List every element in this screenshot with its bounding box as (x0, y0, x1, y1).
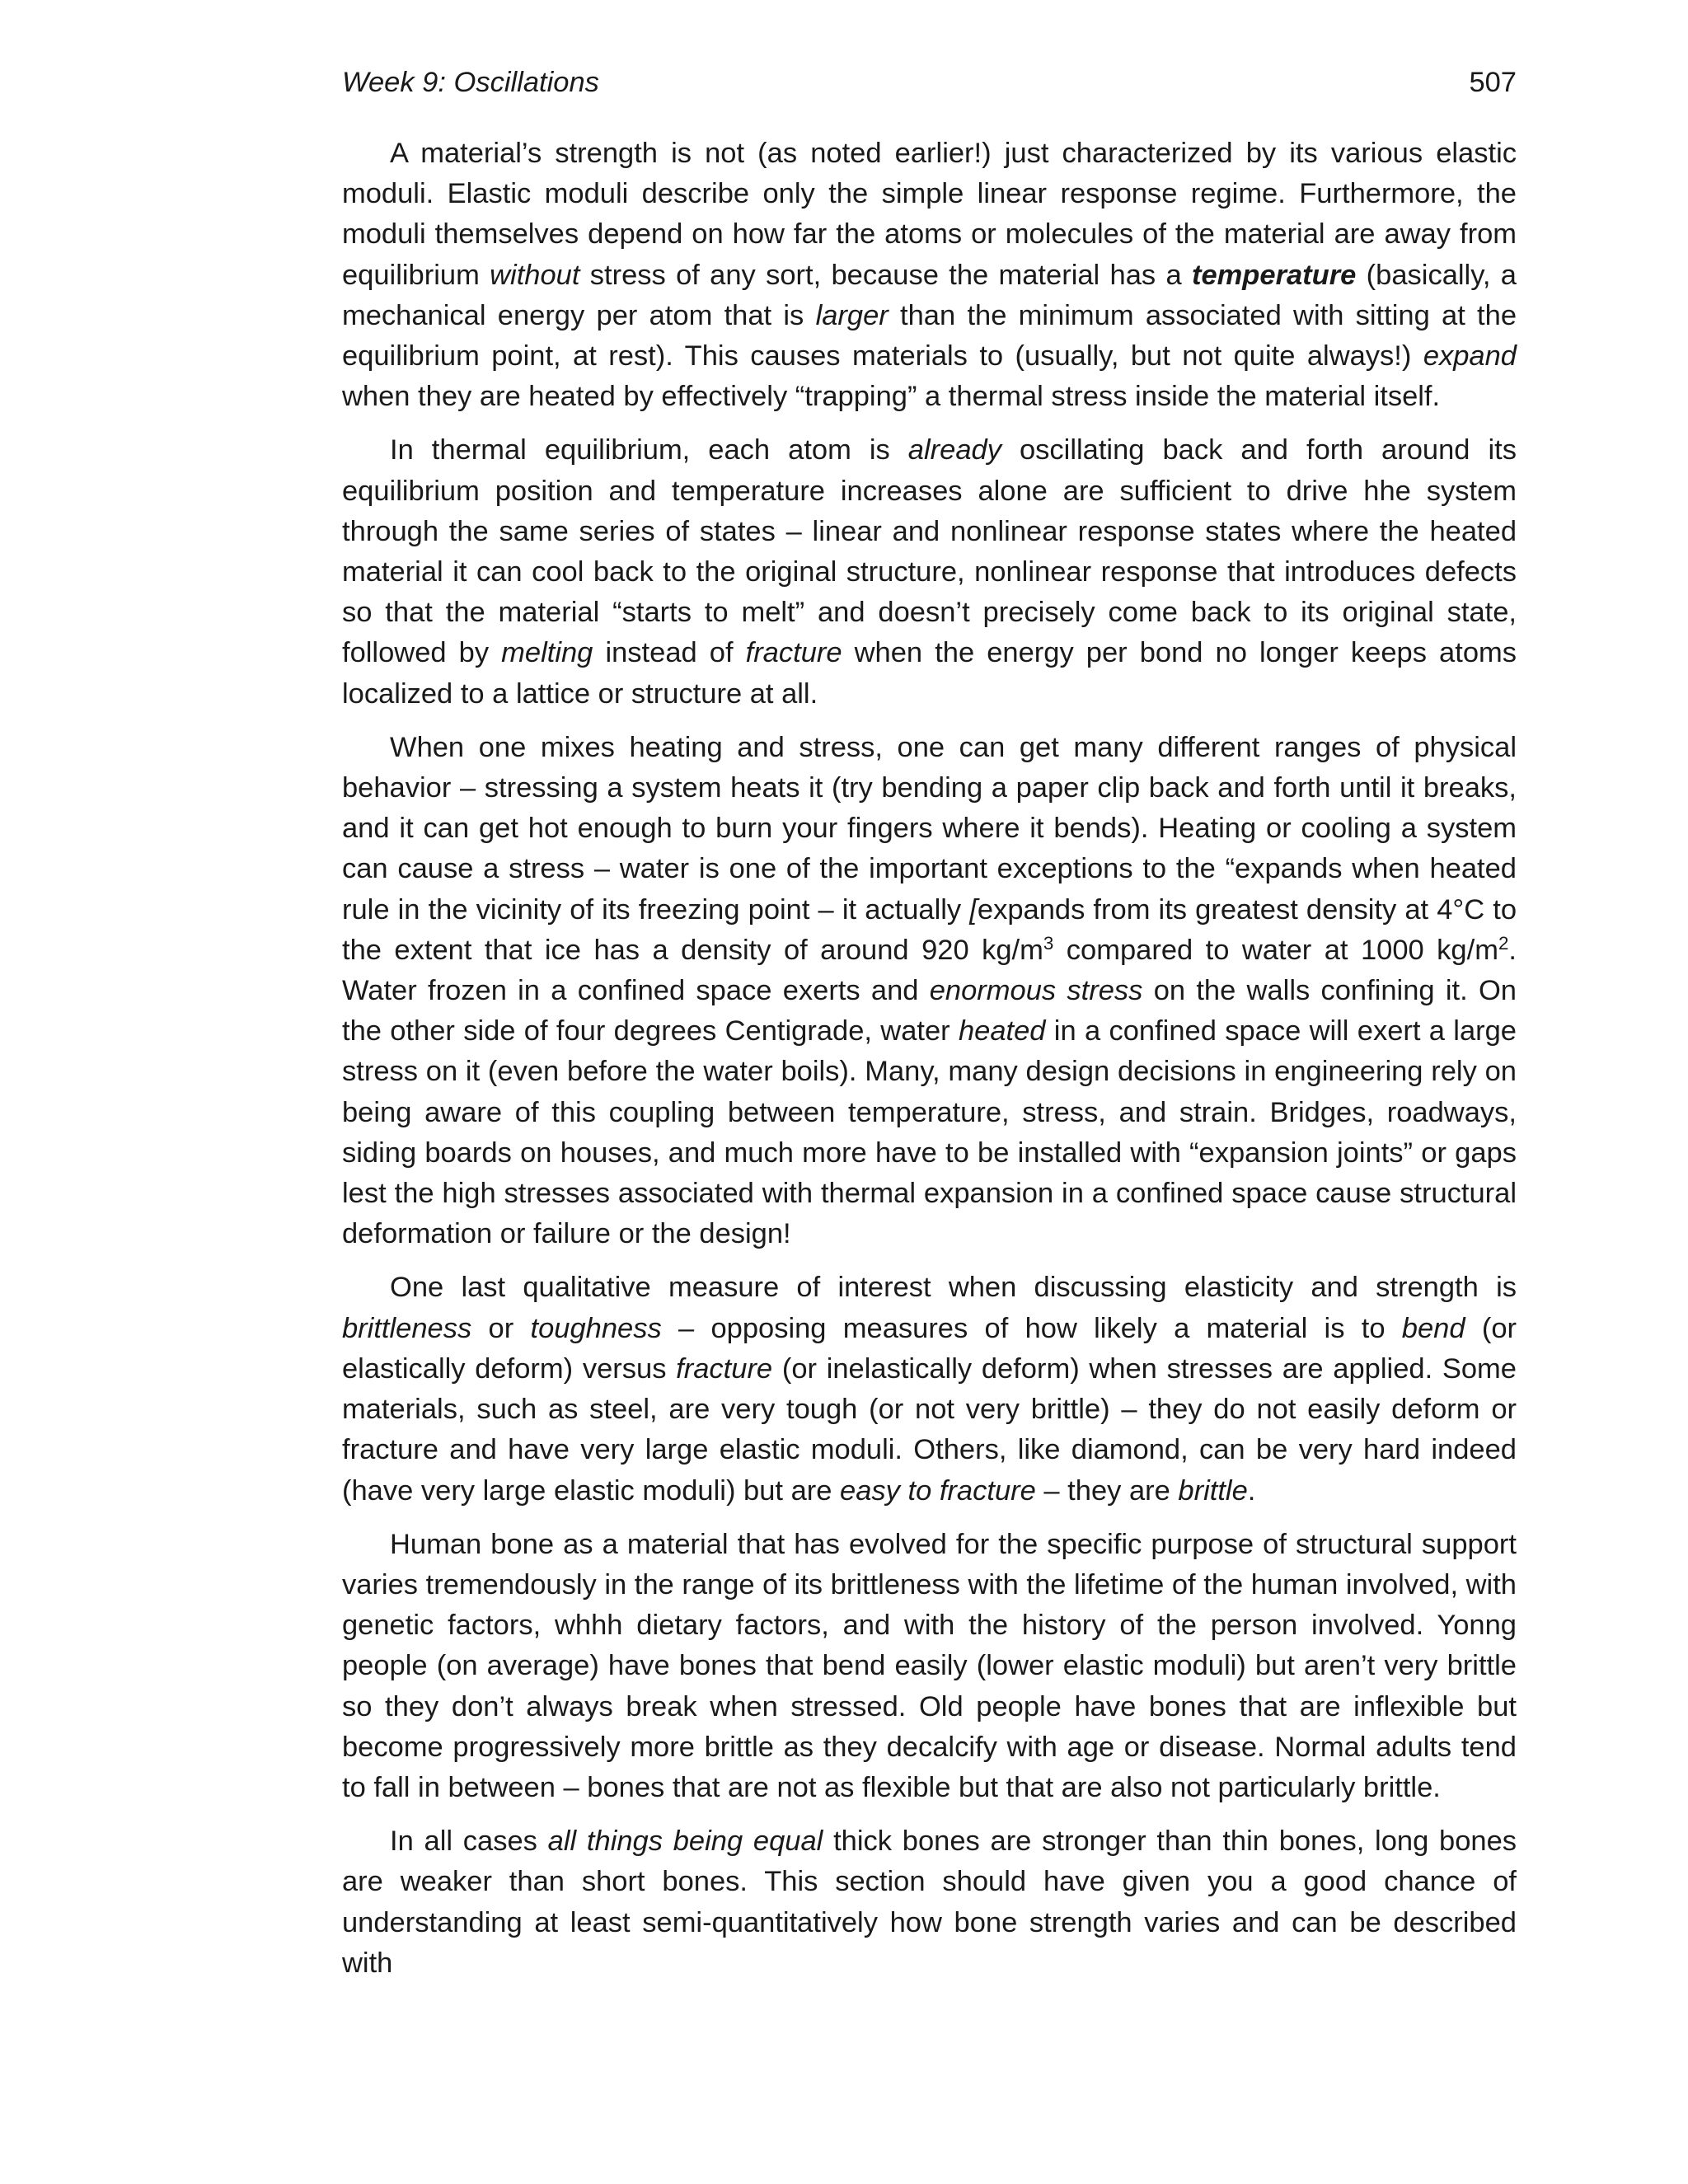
paragraph-brittleness (342, 1268, 1517, 1511)
text-run: or (471, 1312, 531, 1344)
emphasis: without (490, 259, 580, 291)
text-run: on the walls confining it. On the other side of four degrees Centigrade, water (342, 975, 1517, 1047)
text-run: One last qualitative measure of interest when discussing elasticity and strength is (390, 1272, 1517, 1304)
paragraph-thermal-expansion (342, 134, 1517, 417)
emphasis: expand (1423, 340, 1517, 373)
emphasis: fracture (676, 1352, 773, 1385)
text-run: – opposing measures of how likely a material is to (661, 1312, 1402, 1344)
emphasis: all things being equal (547, 1825, 823, 1858)
text-run: In thermal equilibrium, each atom is (390, 434, 908, 466)
strong-emphasis: temperature (1191, 259, 1357, 291)
paragraph-thermal-equilibrium (342, 430, 1517, 714)
superscript: 3 (1043, 932, 1054, 954)
text-run: (or elastically deform) versus (342, 1312, 1517, 1385)
emphasis: heated (958, 1015, 1046, 1047)
document-page (342, 64, 1517, 1984)
emphasis: bend (1401, 1312, 1465, 1344)
text-run: when the energy per bond no longer keeps atoms localized to a lattice or structure at all. (342, 637, 1517, 710)
paragraph-heating-and-stress (342, 728, 1517, 1255)
text-run: oscillating back and forth around its equilibrium position and temperature increases alone are sufficient to drive hhe system through the same series of states – linear and nonlinear response states where the heated material it can cool back to the original structure, nonlinear response that introduces defects so that the material “starts to melt” and doesn’t precisely come back to its original state, followed by (342, 434, 1517, 669)
text-run: (or inelastically deform) when stresses are applied. Some materials, such as steel, are very tough (or not very brittle) – they do not easily deform or fracture and have very large elastic moduli. Others, like diamond, can be very hard indeed (have very large elastic moduli) but are (342, 1352, 1517, 1507)
paragraph-human-bone (342, 1525, 1517, 1808)
body-text (342, 134, 1517, 1984)
text-run: expands from its greatest density at 4°C to the extent that ice has a density of around 920 kg/m (342, 893, 1517, 966)
text-run: in a confined space will exert a large stress on it (even before the water boils). Many, many design decisions in engineering rely on being aware of this coupling between temperature, stress, and strain. Bridges, roadways, siding boards on houses, and much more have to be installed with “expansion joints” or gaps lest the high stresses associated with thermal expansion in a confined space cause structural deformation or failure or the design! (342, 1015, 1517, 1250)
emphasis: enormous stress (929, 975, 1143, 1007)
emphasis: brittle (1178, 1474, 1248, 1507)
text-run: In all cases (390, 1825, 548, 1858)
text-run: when they are heated by effectively “trapping” a thermal stress inside the material itself. (342, 381, 1441, 413)
text-run: . (1247, 1474, 1256, 1507)
emphasis: toughness (530, 1312, 662, 1344)
text-run: stress of any sort, because the material has a (579, 259, 1192, 291)
text-run: than the minimum associated with sitting at the equilibrium point, at rest). This causes materials to (usually, but not quite always!) (342, 299, 1517, 373)
emphasis: fracture (745, 637, 842, 669)
chapter-title: Week 9: Oscillations (342, 67, 599, 98)
page-number: 507 (1469, 67, 1517, 98)
text-run: When one mixes heating and stress, one can get many different ranges of physical behavior – stressing a system heats it (try bending a paper clip back and forth until it breaks, and it can get hot enough to burn your fingers where it bends). Heating or cooling a system can cause a stress – water is one of the important exceptions to the “expands when heated rule in the vicinity of its freezing point – it actually (342, 731, 1517, 926)
emphasis: brittleness (342, 1312, 472, 1344)
text-run: – they are (1035, 1474, 1179, 1507)
text-run: instead of (593, 637, 746, 669)
text-run: thick bones are stronger than thin bones, long bones are weaker than short bones. This section should have given you a good chance of understanding at least semi-quantitatively how bone strength varies and can be described with (342, 1825, 1517, 1979)
text-run: compared to water at 1000 kg/m (1053, 934, 1498, 966)
emphasis: larger (815, 299, 889, 331)
text-run: (basically, a mechanical energy per atom that is (342, 259, 1517, 331)
emphasis: already (907, 434, 1001, 466)
text-run: A material’s strength is not (as noted earlier!) just characterized by its various elastic moduli. Elastic moduli describe only the simple linear response regime. Furthermore, the moduli themselves depend on how far the atoms or molecules of the material are away from equilibrium (342, 138, 1517, 291)
emphasis: easy to fracture (840, 1474, 1036, 1507)
running-header (342, 64, 1517, 101)
emphasis: [ (969, 893, 978, 926)
superscript: 2 (1498, 932, 1509, 954)
paragraph-bone-strength (342, 1821, 1517, 1984)
emphasis: melting (501, 637, 593, 669)
text-run: . Water frozen in a confined space exerts and (342, 934, 1517, 1007)
text-run: Human bone as a material that has evolved for the specific purpose of structural support varies tremendously in the range of its brittleness with the lifetime of the human involved, with genetic factors, whhh dietary factors, and with the history of the person involved. Yonng people (on average) have bones that bend easily (lower elastic moduli) but aren’t very brittle so they don’t always break when stressed. Old people have bones that are inflexible but become progressively more brittle as they decalcify with age or disease. Normal adults tend to fall in between – bones that are not as flexible but that are also not particularly brittle. (342, 1528, 1517, 1803)
